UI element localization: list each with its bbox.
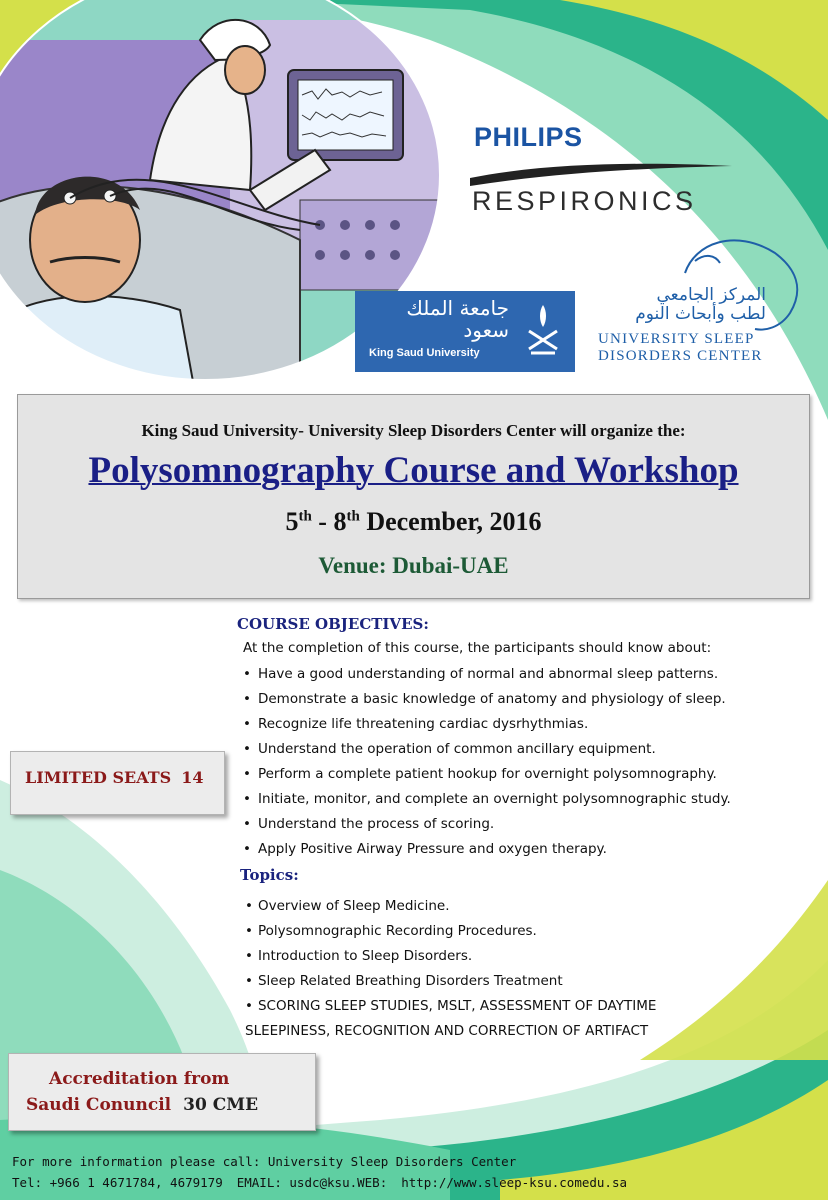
objective-item: • Understand the process of scoring.	[243, 815, 731, 840]
respironics-logo: RESPIRONICS	[472, 186, 697, 216]
respironics-swoosh-icon	[470, 160, 732, 186]
date-start: 5	[285, 507, 299, 536]
objective-item: • Have a good understanding of normal and abnormal sleep patterns.	[243, 665, 731, 690]
accreditation-line1: Accreditation from	[49, 1069, 230, 1089]
accreditation-cme: 30 CME	[183, 1095, 259, 1115]
limited-seats-label: LIMITED SEATS	[25, 768, 172, 787]
objectives-heading: COURSE OBJECTIVES:	[237, 615, 429, 633]
topic-item: • Overview of Sleep Medicine.	[245, 894, 725, 919]
event-title: Polysomnography Course and Workshop	[88, 450, 739, 491]
footer-email[interactable]: EMAIL: usdc@ksu.WEB:	[236, 1175, 388, 1190]
date-end-suffix: th	[346, 508, 360, 525]
ksu-name-english: King Saud University	[369, 347, 480, 359]
objective-item: • Initiate, monitor, and complete an overnight polysomnographic study.	[243, 790, 731, 815]
usdc-name-arabic-line2: لطب وأبحاث النوم	[635, 304, 766, 324]
ksu-logo	[355, 291, 575, 372]
usdc-name-arabic	[596, 286, 766, 324]
topics-heading: Topics:	[240, 866, 299, 884]
ksu-emblem-icon	[523, 301, 563, 361]
footer-info-line: For more information please call: University Sleep Disorders Center	[12, 1154, 517, 1169]
accreditation-box	[8, 1053, 316, 1131]
objective-item: • Apply Positive Airway Pressure and oxygen therapy.	[243, 840, 731, 865]
ksu-name-arabic: جامعة الملك سعود	[406, 296, 509, 342]
topic-item: • Introduction to Sleep Disorders.	[245, 944, 725, 969]
philips-logo: PHILIPS	[474, 122, 583, 152]
objectives-list	[243, 665, 731, 865]
date-rest: December, 2016	[359, 507, 542, 536]
date-separator: -	[311, 507, 334, 536]
topics-list	[245, 894, 725, 1044]
topic-item: • Polysomnographic Recording Procedures.	[245, 919, 725, 944]
event-banner	[17, 394, 810, 599]
contact-footer	[12, 1151, 627, 1193]
event-dates	[18, 507, 809, 537]
limited-seats-count: 14	[181, 768, 204, 787]
usdc-name-english	[598, 331, 763, 365]
date-end: 8	[333, 507, 347, 536]
usdc-name-english-line1: UNIVERSITY SLEEP	[598, 331, 755, 347]
objectives-lead: At the completion of this course, the participants should know about:	[243, 640, 712, 656]
event-intro: King Saud University- University Sleep Disorders Center will organize the:	[141, 421, 686, 440]
objective-item: • Understand the operation of common ancillary equipment.	[243, 740, 731, 765]
usdc-name-english-line2: DISORDERS CENTER	[598, 348, 763, 364]
topic-item: • SCORING SLEEP STUDIES, MSLT, ASSESSMENT OF DAYTIME SLEEPINESS, RECOGNITION AND CORRECTION OF ARTIFACT	[245, 994, 725, 1044]
objective-item: • Perform a complete patient hookup for overnight polysomnography.	[243, 765, 731, 790]
event-venue: Venue: Dubai-UAE	[318, 553, 509, 578]
limited-seats-box	[10, 751, 225, 815]
usdc-name-arabic-line1: المركز الجامعي	[656, 285, 766, 305]
date-start-suffix: th	[298, 508, 312, 525]
objective-item: • Recognize life threatening cardiac dysrhythmias.	[243, 715, 731, 740]
footer-tel: Tel: +966 1 4671784, 4679179	[12, 1175, 223, 1190]
topic-item: • Sleep Related Breathing Disorders Treatment	[245, 969, 725, 994]
accreditation-line2: Saudi Conuncil	[26, 1095, 172, 1115]
objective-item: • Demonstrate a basic knowledge of anatomy and physiology of sleep.	[243, 690, 731, 715]
footer-web-link[interactable]: http://www.sleep-ksu.comedu.sa	[401, 1175, 628, 1190]
